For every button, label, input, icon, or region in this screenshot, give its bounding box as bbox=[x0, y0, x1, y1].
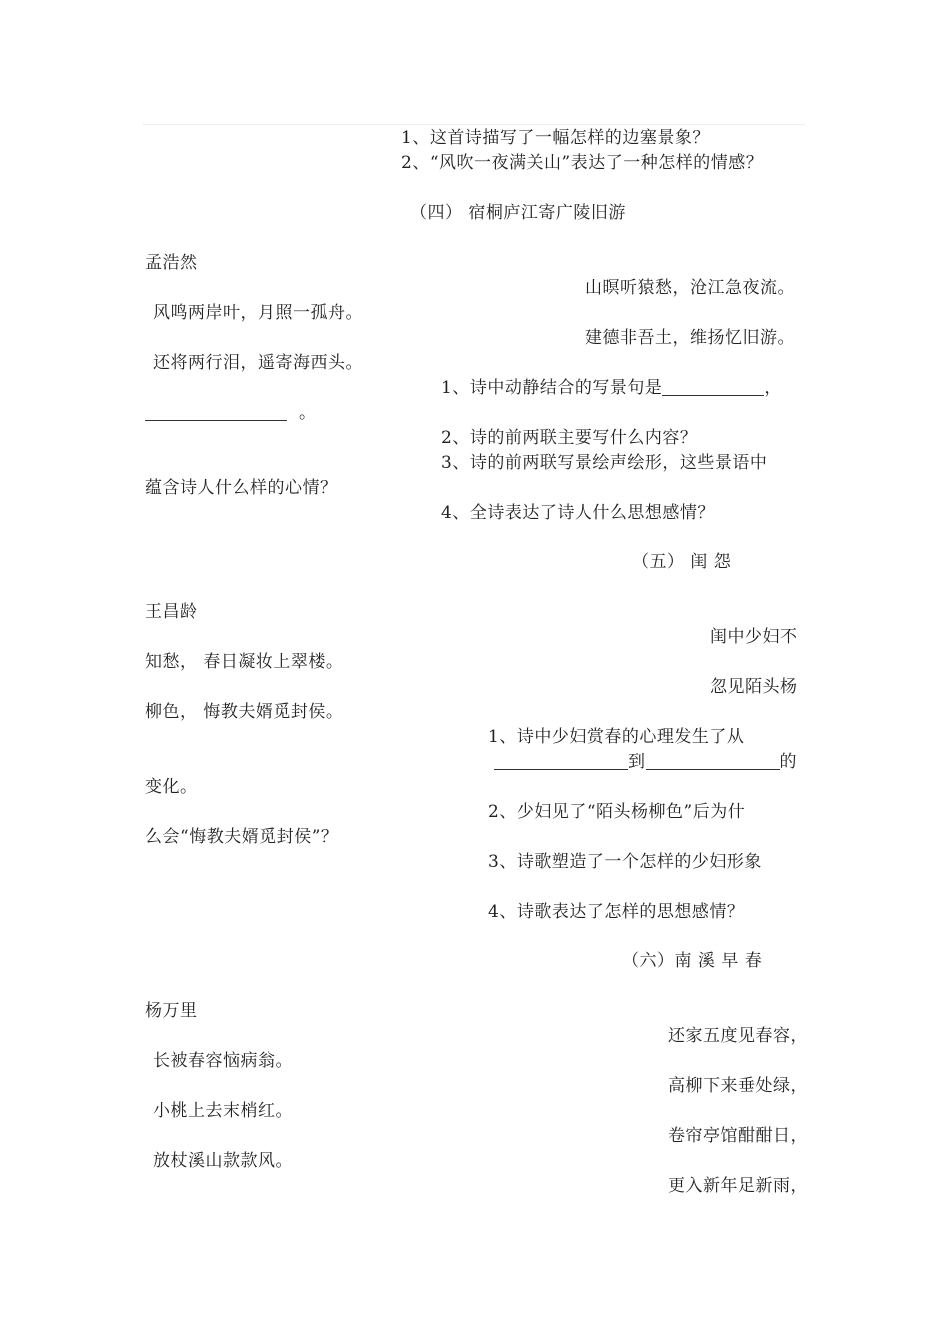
sec4-author: 孟浩然 bbox=[145, 253, 198, 273]
sec4-question-3-cont: 蕴含诗人什么样的心情？ bbox=[145, 478, 338, 498]
answer-blank[interactable] bbox=[646, 753, 780, 770]
sec4-question-1-end: ， bbox=[764, 378, 782, 398]
sec5-question-1-end: 的 bbox=[779, 752, 797, 772]
sec5-question-3: 3、诗歌塑造了一个怎样的少妇形象 bbox=[488, 852, 762, 872]
sec4-poem-line-4: 还将两行泪，遥寄海西头。 bbox=[153, 353, 363, 373]
sec6-author: 杨万里 bbox=[145, 1001, 198, 1021]
sec5-poem-line-2a: 忽见陌头杨 bbox=[710, 677, 798, 697]
sec4-poem-line-3: 建德非吾土，维扬忆旧游。 bbox=[585, 328, 795, 348]
sec4-poem-line-1: 山暝听猿愁，沧江急夜流。 bbox=[585, 278, 795, 298]
sec5-question-1-mid: 到 bbox=[628, 752, 646, 772]
sec5-question-2: 2、少妇见了“陌头杨柳色”后为什 bbox=[488, 802, 746, 822]
sec4-question-1-cont-end: 。 bbox=[299, 403, 317, 423]
sec6-poem-line-2a: 高柳下来垂处绿， bbox=[668, 1076, 808, 1096]
sec4-question-2: 2、诗的前两联主要写什么内容？ bbox=[441, 428, 698, 448]
sec3-question-1: 1、这首诗描写了一幅怎样的边塞景象？ bbox=[401, 128, 710, 148]
sec5-question-1-cont: 变化。 bbox=[145, 777, 198, 797]
sec5-question-4: 4、诗歌表达了怎样的思想感情？ bbox=[488, 902, 745, 922]
sec5-poem-line-2b: 柳色， 悔教夫婿觅封侯。 bbox=[145, 702, 344, 722]
sec4-title: （四） 宿桐庐江寄广陵旧游 bbox=[410, 203, 626, 223]
sec6-poem-line-2b: 小桃上去末梢红。 bbox=[153, 1101, 293, 1121]
sec6-poem-line-4a: 更入新年足新雨， bbox=[668, 1176, 808, 1196]
answer-blank[interactable] bbox=[494, 753, 628, 770]
answer-blank[interactable] bbox=[145, 404, 287, 421]
sec6-poem-line-1a: 还家五度见春容， bbox=[668, 1026, 808, 1046]
sec5-title: （五） 闺 怨 bbox=[632, 552, 732, 572]
sec6-poem-line-3b: 放杖溪山款款风。 bbox=[153, 1151, 293, 1171]
sec6-poem-line-3a: 卷帘亭馆酣酣日， bbox=[668, 1126, 808, 1146]
sec5-poem-line-1b: 知愁， 春日凝妆上翠楼。 bbox=[145, 652, 344, 672]
sec4-question-1-text: 1、诗中动静结合的写景句是 bbox=[441, 378, 663, 398]
sec4-poem-line-2: 风鸣两岸叶，月照一孤舟。 bbox=[153, 303, 363, 323]
sec5-question-1-blanks bbox=[494, 751, 797, 773]
sec4-question-1 bbox=[441, 377, 782, 399]
top-divider bbox=[143, 124, 805, 125]
sec4-question-4: 4、全诗表达了诗人什么思想感情？ bbox=[441, 503, 715, 523]
sec6-title: （六）南 溪 早 春 bbox=[622, 951, 763, 971]
sec4-question-3: 3、诗的前两联写景绘声绘形，这些景语中 bbox=[441, 453, 768, 473]
sec3-question-2: 2、“风吹一夜满关山”表达了一种怎样的情感？ bbox=[401, 153, 764, 173]
answer-blank[interactable] bbox=[662, 379, 764, 396]
sec5-poem-line-1a: 闺中少妇不 bbox=[710, 627, 798, 647]
sec4-question-1-cont bbox=[145, 402, 317, 424]
sec6-poem-line-1b: 长被春容恼病翁。 bbox=[153, 1051, 293, 1071]
sec5-question-2-cont: 么会“悔教夫婿觅封侯”？ bbox=[145, 827, 339, 847]
sec5-question-1: 1、诗中少妇赏春的心理发生了从 bbox=[488, 727, 745, 747]
sec5-author: 王昌龄 bbox=[145, 602, 198, 622]
